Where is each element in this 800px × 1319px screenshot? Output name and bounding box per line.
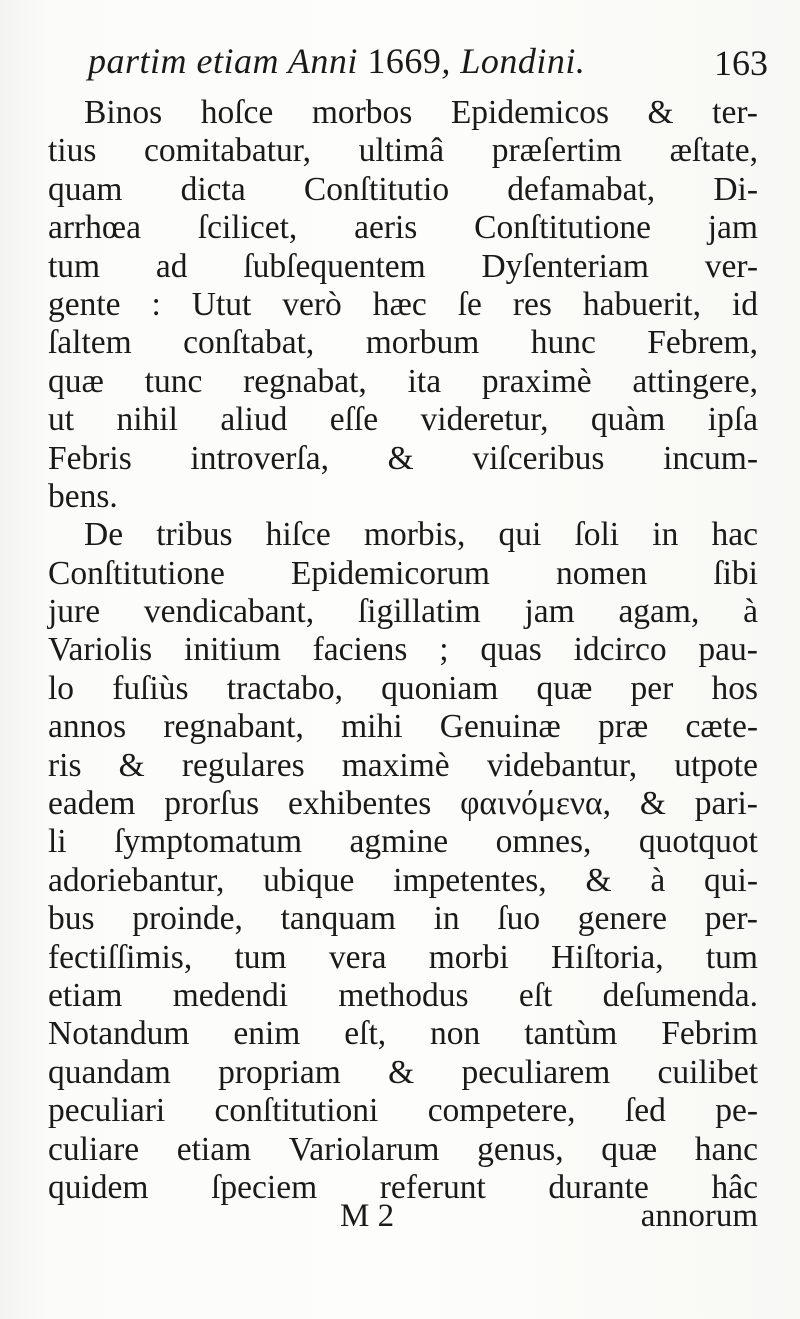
text-line: adoriebantur, ubique impetentes, & à qui- [48,861,758,899]
text-line: fectiſſimis, tum vera morbi Hiſtoria, tum [48,938,758,976]
running-head-suffix: , Londini. [441,41,586,81]
text-line: gente : Utut verò hæc ſe res habuerit, id [48,285,758,323]
text-line: Variolis initium faciens ; quas idcirco pau- [48,631,758,669]
text-line: Binos hoſce morbos Epidemicos & ter- [84,94,758,131]
text-line: etiam medendi methodus eſt deſumenda. [48,976,758,1014]
body-text [48,94,758,1207]
text-line: peculiari conſtitutioni competere, ſed pe- [48,1092,758,1130]
catchword: annorum [640,1198,758,1234]
text-line: eadem prorſus exhibentes φαινόμενα, & pari- [48,785,758,823]
text-line: jure vendicabant, ſigillatim jam agam, à [48,593,758,631]
text-line: arrhœa ſcilicet, aeris Conſtitutione jam [48,209,758,247]
text-line: ut nihil aliud eſſe videretur, quàm ipſa [48,401,758,439]
signature-mark: M 2 [340,1198,395,1234]
running-head-year: 1669 [367,41,442,81]
text-line: quam dicta Conſtitutio defamabat, Di- [48,170,758,208]
text-line: annos regnabant, mihi Genuinæ præ cæte- [48,708,758,746]
text-line: li ſymptomatum agmine omnes, quotquot [48,823,758,861]
text-line: ris & regulares maximè videbantur, utpote [48,746,758,784]
page-number: 163 [714,43,768,83]
text-line: tius comitabatur, ultimâ præſertim æſtate, [48,132,758,170]
text-line: quandam propriam & peculiarem cuilibet [48,1053,758,1091]
text-line: culiare etiam Variolarum genus, quæ hanc [48,1130,758,1168]
text-line: quidem ſpeciem referunt durante hâc [48,1168,758,1206]
text-line: bus proinde, tanquam in ſuo genere per- [48,900,758,938]
page-header [88,40,768,90]
text-line: bens. [48,477,118,515]
paragraph-2 [48,516,758,1207]
text-line: quæ tunc regnabat, ita praximè attingere, [48,362,758,400]
text-line: Notandum enim eſt, non tantùm Febrim [48,1015,758,1053]
running-head-prefix: partim etiam Anni [88,41,368,81]
text-line: De tribus hiſce morbis, qui ſoli in hac [84,516,758,554]
page-footer [48,1198,758,1238]
text-line: tum ad ſubſequentem Dyſenteriam ver- [48,247,758,285]
paragraph-1 [48,94,758,516]
running-head [88,40,585,82]
text-line: ſaltem conſtabat, morbum hunc Febrem, [48,324,758,362]
text-line: lo fuſiùs tractabo, quoniam quæ per hos [48,669,758,707]
text-line: Febris introverſa, & viſceribus incum- [48,439,758,477]
text-line: Conſtitutione Epidemicorum nomen ſibi [48,554,758,592]
